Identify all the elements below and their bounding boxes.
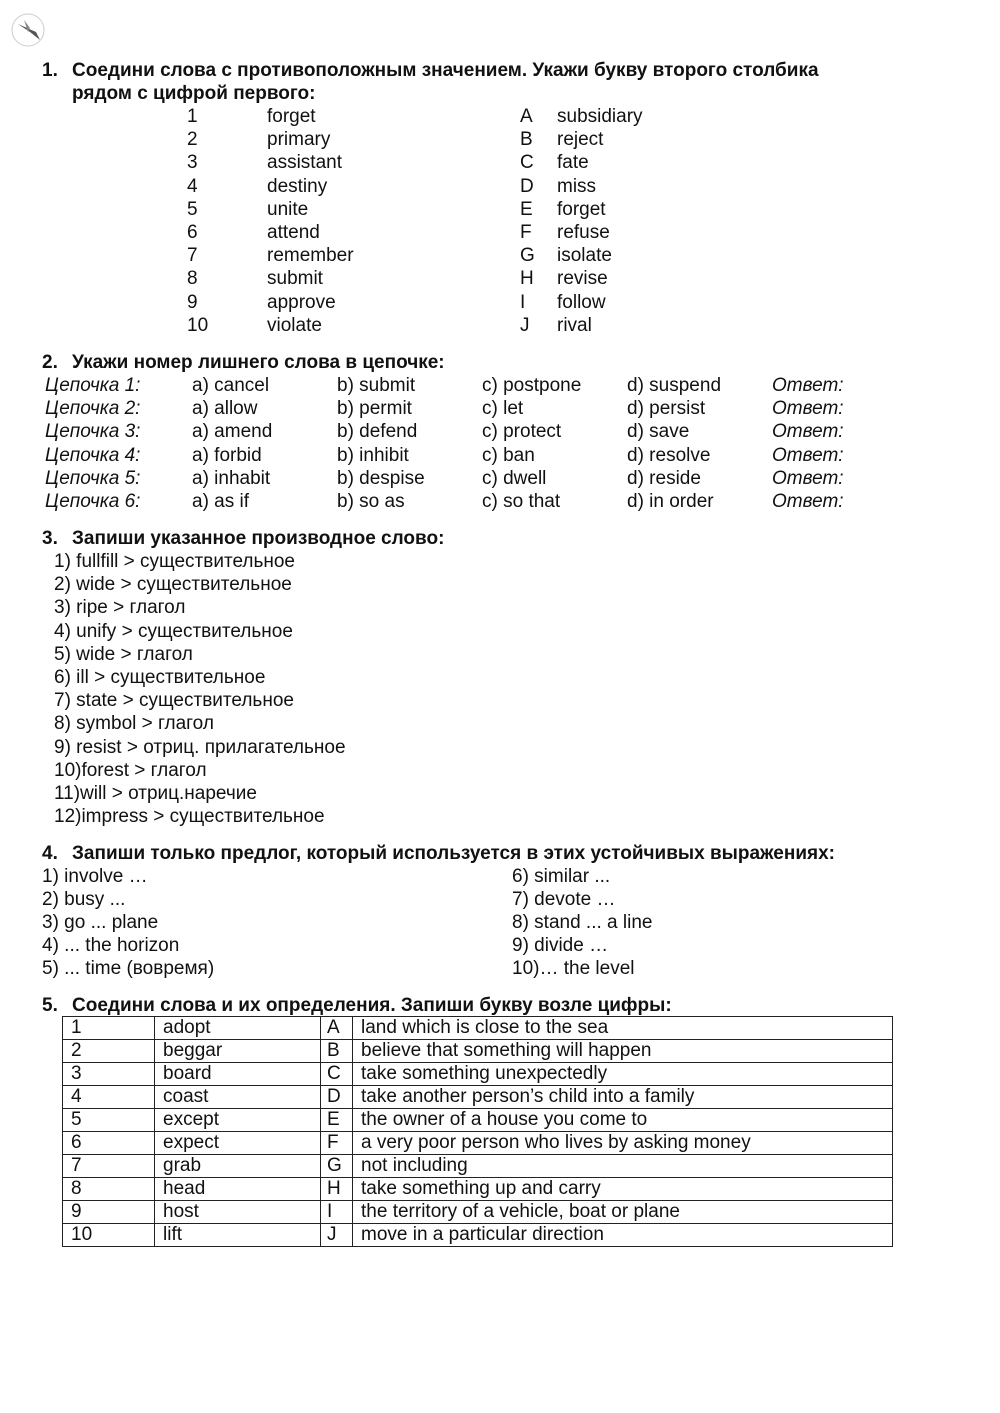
option-d: d) suspend — [627, 375, 722, 396]
word: board — [155, 1063, 321, 1086]
table-row — [63, 1017, 893, 1040]
table-row — [63, 1086, 893, 1109]
preposition-item: 8) stand ... a line — [512, 912, 653, 933]
preposition-item: 2) busy ... — [42, 889, 126, 910]
preposition-item: 1) involve … — [42, 866, 148, 887]
match-row — [0, 105, 1000, 128]
definition: take something up and carry — [353, 1178, 893, 1201]
option-c: c) protect — [482, 421, 562, 443]
option-c: c) dwell — [482, 467, 547, 489]
right-word: revise — [557, 268, 608, 290]
word: grab — [155, 1155, 321, 1178]
word-number: 10 — [63, 1224, 155, 1247]
preposition-item: 3) go ... plane — [42, 912, 159, 933]
left-number: 3 — [187, 152, 198, 174]
table-row — [63, 1178, 893, 1201]
derivation-item: 10)forest > глагол — [54, 759, 207, 781]
table-row — [63, 1063, 893, 1086]
definition-letter: C — [321, 1063, 353, 1086]
left-number: 8 — [187, 268, 198, 290]
right-word: reject — [557, 129, 604, 151]
option-a: a) allow — [192, 398, 258, 420]
chain-row — [0, 467, 1000, 490]
right-letter: F — [520, 222, 532, 243]
preposition-item: 9) divide … — [512, 935, 609, 956]
word: adopt — [155, 1017, 321, 1040]
word: head — [155, 1178, 321, 1201]
right-word: fate — [557, 152, 589, 174]
definition: land which is close to the sea — [353, 1017, 893, 1040]
match-row — [0, 267, 1000, 290]
word: except — [155, 1109, 321, 1132]
option-d: d) save — [627, 421, 690, 443]
match-row — [0, 198, 1000, 221]
left-word: remember — [267, 245, 354, 267]
answer-label: Ответ: — [772, 421, 844, 443]
option-d: d) in order — [627, 491, 714, 512]
table-row — [63, 1040, 893, 1063]
table-row — [63, 1132, 893, 1155]
left-number: 2 — [187, 129, 198, 151]
match-row — [0, 151, 1000, 174]
chain-row — [0, 397, 1000, 420]
derivation-item: 12)impress > существительное — [54, 806, 325, 828]
left-number: 6 — [187, 222, 198, 243]
match-row — [0, 128, 1000, 151]
left-word: destiny — [267, 175, 328, 197]
definition: not including — [353, 1155, 893, 1178]
word-number: 3 — [63, 1063, 155, 1086]
derivation-item: 3) ripe > глагол — [54, 597, 186, 619]
chain-label: Цепочка 1: — [45, 375, 141, 396]
preposition-item: 6) similar ... — [512, 866, 611, 887]
definition-letter: F — [321, 1132, 353, 1155]
right-word: follow — [557, 291, 606, 313]
option-d: d) persist — [627, 398, 706, 420]
derivation-item: 6) ill > существительное — [54, 667, 266, 688]
left-word: assistant — [267, 152, 342, 174]
option-b: b) defend — [337, 421, 418, 443]
derivation-item: 4) unify > существительное — [54, 620, 293, 642]
right-word: subsidiary — [557, 106, 643, 127]
bird-logo-icon — [10, 12, 46, 48]
word-number: 5 — [63, 1109, 155, 1132]
derivation-item: 5) wide > глагол — [54, 643, 193, 665]
definition: take another person’s child into a family — [353, 1086, 893, 1109]
option-a: a) forbid — [192, 444, 262, 466]
word: coast — [155, 1086, 321, 1109]
definition: a very poor person who lives by asking money — [353, 1132, 893, 1155]
definition-letter: I — [321, 1201, 353, 1224]
option-a: a) cancel — [192, 375, 270, 396]
table-row — [63, 1155, 893, 1178]
derivation-item: 1) fullfill > существительное — [54, 551, 295, 572]
left-number: 10 — [187, 314, 209, 336]
right-letter: G — [520, 245, 535, 267]
chain-label: Цепочка 5: — [45, 467, 141, 489]
left-number: 1 — [187, 106, 198, 127]
preposition-item: 5) ... time (вовремя) — [42, 958, 215, 979]
right-word: rival — [557, 314, 592, 336]
word: expect — [155, 1132, 321, 1155]
section2-title: 2. Укажи номер лишнего слова в цепочке: — [42, 352, 445, 373]
option-b: b) inhibit — [337, 444, 409, 466]
word-number: 7 — [63, 1155, 155, 1178]
option-a: a) as if — [192, 491, 250, 512]
left-word: attend — [267, 222, 320, 243]
derivation-item: 8) symbol > глагол — [54, 713, 214, 735]
answer-label: Ответ: — [772, 467, 844, 489]
chain-row — [0, 490, 1000, 513]
chain-label: Цепочка 2: — [45, 398, 141, 420]
right-letter: D — [520, 175, 534, 197]
definition: believe that something will happen — [353, 1040, 893, 1063]
option-b: b) despise — [337, 467, 425, 489]
table-row — [63, 1201, 893, 1224]
option-b: b) permit — [337, 398, 412, 420]
chain-row — [0, 420, 1000, 443]
option-a: a) amend — [192, 421, 273, 443]
table-row — [63, 1224, 893, 1247]
word: beggar — [155, 1040, 321, 1063]
left-word: submit — [267, 268, 323, 290]
definitions-table — [62, 1016, 893, 1247]
definition: take something unexpectedly — [353, 1063, 893, 1086]
definition-letter: J — [321, 1224, 353, 1247]
option-c: c) let — [482, 398, 524, 420]
definition-letter: A — [321, 1017, 353, 1040]
definition: move in a particular direction — [353, 1224, 893, 1247]
right-letter: C — [520, 152, 534, 174]
word: lift — [155, 1224, 321, 1247]
definition: the owner of a house you come to — [353, 1109, 893, 1132]
left-word: violate — [267, 314, 322, 336]
word-number: 8 — [63, 1178, 155, 1201]
left-number: 4 — [187, 175, 198, 197]
word-number: 6 — [63, 1132, 155, 1155]
right-letter: E — [520, 198, 533, 220]
right-letter: B — [520, 129, 533, 151]
left-word: forget — [267, 106, 316, 127]
match-row — [0, 175, 1000, 198]
preposition-item: 10)… the level — [512, 958, 635, 979]
section5-title: 5. Соедини слова и их определения. Запиши букву возле цифры: — [42, 995, 672, 1016]
left-word: approve — [267, 291, 336, 313]
option-b: b) so as — [337, 491, 405, 512]
right-letter: I — [520, 291, 526, 313]
definition: the territory of a vehicle, boat or plane — [353, 1201, 893, 1224]
chain-label: Цепочка 4: — [45, 444, 141, 466]
right-word: forget — [557, 198, 606, 220]
chain-row — [0, 374, 1000, 397]
word-number: 4 — [63, 1086, 155, 1109]
left-number: 9 — [187, 291, 198, 313]
right-letter: J — [520, 314, 530, 336]
option-d: d) reside — [627, 467, 701, 489]
match-row — [0, 291, 1000, 314]
word-number: 2 — [63, 1040, 155, 1063]
section3-title: 3. Запиши указанное производное слово: — [42, 528, 445, 549]
chain-row — [0, 444, 1000, 467]
right-letter: A — [520, 106, 533, 127]
chain-label: Цепочка 6: — [45, 491, 141, 512]
answer-label: Ответ: — [772, 444, 844, 466]
definition-letter: E — [321, 1109, 353, 1132]
left-number: 7 — [187, 245, 198, 267]
right-word: isolate — [557, 245, 612, 267]
section4-title: 4. Запиши только предлог, который используется в этих устойчивых выражениях: — [42, 843, 835, 864]
left-number: 5 — [187, 198, 198, 220]
left-word: primary — [267, 129, 331, 151]
definition-letter: B — [321, 1040, 353, 1063]
section1-title: 1. Соедини слова с противоположным значением. Укажи букву второго столбика рядом с цифрой первого: — [42, 60, 819, 104]
option-a: a) inhabit — [192, 467, 271, 489]
answer-label: Ответ: — [772, 491, 844, 512]
match-row — [0, 221, 1000, 244]
definition-letter: H — [321, 1178, 353, 1201]
option-c: c) postpone — [482, 375, 582, 396]
word-number: 1 — [63, 1017, 155, 1040]
definition-letter: D — [321, 1086, 353, 1109]
derivation-item: 2) wide > существительное — [54, 574, 292, 596]
table-row — [63, 1109, 893, 1132]
option-b: b) submit — [337, 375, 416, 396]
answer-label: Ответ: — [772, 398, 844, 420]
derivation-item: 11)will > отриц.наречие — [54, 783, 257, 804]
right-word: miss — [557, 175, 597, 197]
right-word: refuse — [557, 222, 610, 243]
right-letter: H — [520, 268, 534, 290]
preposition-item: 4) ... the horizon — [42, 935, 180, 956]
option-d: d) resolve — [627, 444, 711, 466]
preposition-item: 7) devote … — [512, 889, 616, 910]
word-number: 9 — [63, 1201, 155, 1224]
derivation-item: 9) resist > отриц. прилагательное — [54, 736, 346, 758]
match-row — [0, 244, 1000, 267]
left-word: unite — [267, 198, 309, 220]
answer-label: Ответ: — [772, 375, 844, 396]
option-c: c) so that — [482, 491, 561, 512]
chain-label: Цепочка 3: — [45, 421, 141, 443]
word: host — [155, 1201, 321, 1224]
derivation-item: 7) state > существительное — [54, 690, 294, 712]
match-row — [0, 314, 1000, 337]
option-c: c) ban — [482, 444, 535, 466]
definition-letter: G — [321, 1155, 353, 1178]
